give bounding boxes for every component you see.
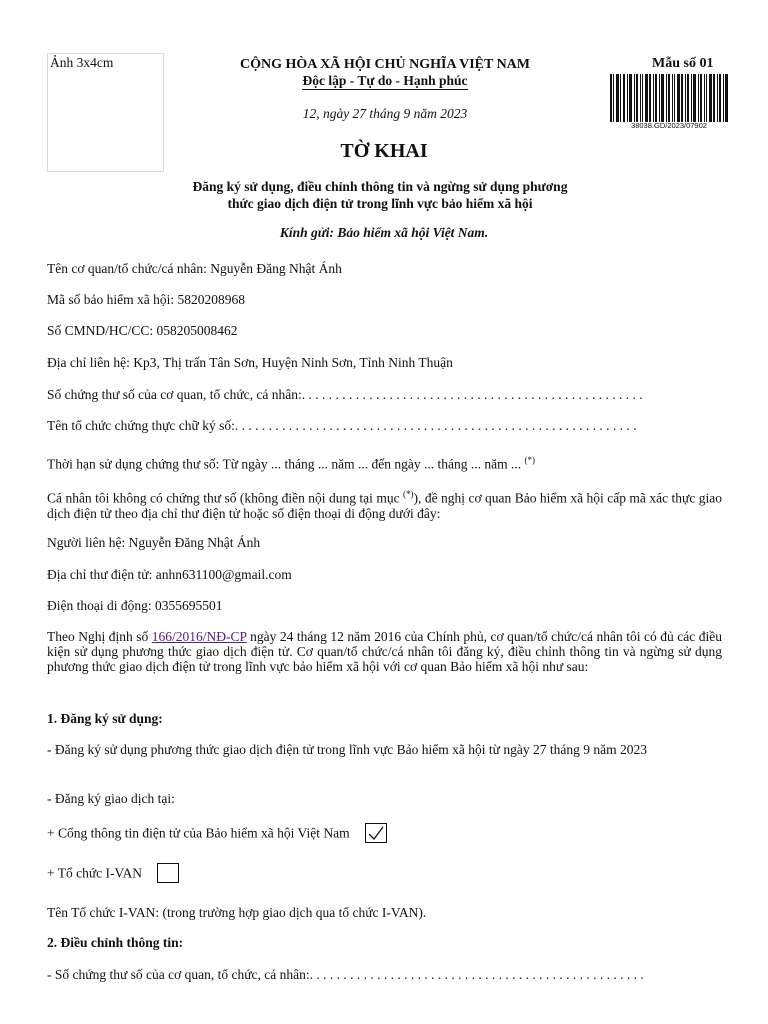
org-name-field: Tên cơ quan/tổ chức/cá nhân: Nguyễn Đăng Nhật Ánh [47,261,342,276]
national-motto [170,73,600,89]
phone-field: Điện thoại di động: 0355695501 [47,598,223,613]
register-text: - Đăng ký sử dụng phương thức giao dịch điện tử trong lĩnh vực Bảo hiểm xã hội từ ngày 27 tháng 9 năm 2023 [47,742,647,757]
decree-link[interactable]: 166/2016/NĐ-CP [151,629,247,644]
option-portal-label: + Cổng thông tin điện tử của Bảo hiểm xã hội Việt Nam [47,825,350,841]
decree-paragraph [47,629,722,674]
cert-period-field [47,453,722,472]
barcode-icon [610,74,728,122]
photo-label: Ảnh 3x4cm [50,55,114,70]
portal-checkbox[interactable] [365,823,387,843]
star-note: (*) [524,455,535,465]
id-number-field: Số CMND/HC/CC: 058205008462 [47,323,238,338]
barcode-number: 38038.GD/2023/07902 [631,121,707,130]
document-subtitle [150,178,610,212]
document-date: 12, ngày 27 tháng 9 năm 2023 [302,106,468,121]
contact-person-field: Người liên hệ: Nguyễn Đăng Nhật Ánh [47,535,261,550]
cert-period-text: Thời hạn sử dụng chứng thư số: Từ ngày ... tháng ... năm ... đến ngày ... tháng ... năm ... [47,456,522,472]
email-field: Địa chỉ thư điện tử: anhn631100@gmail.com [47,567,292,582]
insurance-code-field: Mã số bảo hiểm xã hội: 5820208968 [47,292,245,307]
cert-number-field: Số chứng thư số của cơ quan, tổ chức, cá nhân:. . . . . . . . . . . . . . . . . . . . . . . . . . . . . . . . . . . . . . . . . . . . . . . . . . . [47,387,643,402]
section-1-heading: 1. Đăng ký sử dụng: [47,711,163,726]
section-2-cert-number: - Số chứng thư số của cơ quan, tổ chức, cá nhân:. . . . . . . . . . . . . . . . . . . . . . . . . . . . . . . . . . . . . . . . . . . . . . . . . . [47,967,644,982]
option-ivan-label: + Tổ chức I-VAN [47,865,143,881]
no-cert-text-a: Cá nhân tôi không có chứng thư số (không điền nội dung tại mục [47,490,404,506]
form-number: Mẫu số 01 [652,56,714,71]
no-cert-text-b: ), đề nghị cơ quan Bảo hiểm xã hội cấp mã xác thực giao dịch điện tử theo địa chỉ thư điện tử hoặc số điện thoại di động dưới đây: [47,490,723,521]
option-portal-row [47,823,722,843]
option-ivan-row [47,863,722,883]
document-title: TỜ KHAI [340,140,428,162]
recipient-line: Kính gửi: Bảo hiểm xã hội Việt Nam. [279,225,489,240]
cert-org-field: Tên tổ chức chứng thực chữ ký số:. . . . . . . . . . . . . . . . . . . . . . . . . . . . . . . . . . . . . . . . . . . . . . . . . . . . . . . . . . . . [47,418,637,433]
checkmark-icon [366,824,386,842]
address-field: Địa chỉ liên hệ: Kp3, Thị trấn Tân Sơn, Huyện Ninh Sơn, Tỉnh Ninh Thuận [47,355,453,370]
star-note-inline: (*) [403,489,414,499]
register-at-text: - Đăng ký giao dịch tại: [47,791,175,806]
ivan-name-text: Tên Tổ chức I-VAN: (trong trường hợp giao dịch qua tổ chức I-VAN). [47,905,427,920]
no-cert-paragraph [47,487,722,521]
decree-after: ngày 24 tháng 12 năm 2016 của Chính phủ, cơ quan/tổ chức/cá nhân tôi có đủ các điều kiện sử dụng phương thức giao dịch điện tử. Cơ quan/tổ chức/cá nhân tôi đăng ký, điều chỉnh thông tin và ngừng sử dụng phương thức giao dịch điện tử trong lĩnh vực bảo hiểm xã hội với cơ quan Bảo hiểm xã hội như sau: [47,629,722,674]
subtitle-line-1: Đăng ký sử dụng, điều chỉnh thông tin và ngừng sử dụng phương [192,179,568,194]
motto-text: Độc lập - Tự do - Hạnh phúc [302,73,468,88]
subtitle-line-2: thức giao dịch điện tử trong lĩnh vực bảo hiểm xã hội [227,196,533,211]
ivan-checkbox[interactable] [157,863,179,883]
decree-before: Theo Nghị định số [47,629,152,644]
national-title: CỘNG HÒA XÃ HỘI CHỦ NGHĨA VIỆT NAM [239,57,530,72]
section-2-heading: 2. Điều chỉnh thông tin: [47,935,184,950]
